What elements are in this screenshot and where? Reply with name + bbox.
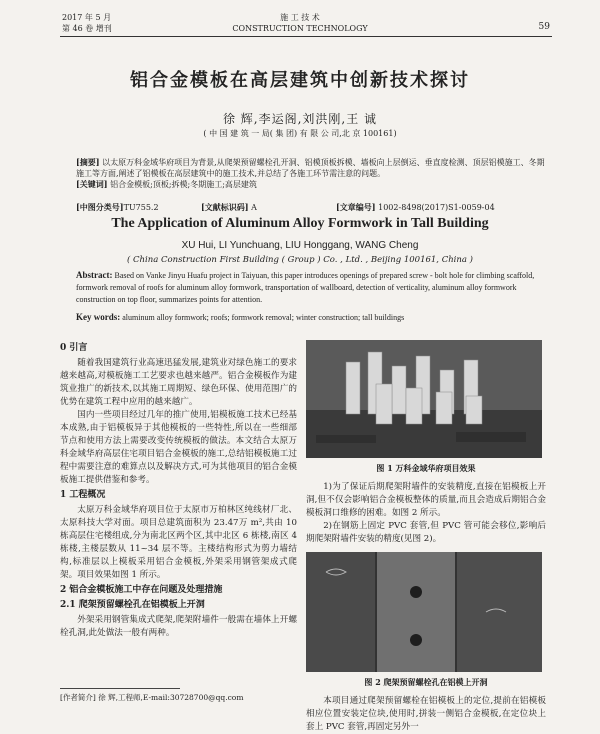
figure-1-caption: 图 1 万科金域华府项目效果 [376,463,476,473]
abstract-cn-text: 以太原万科金域华府项目为背景,从爬架预留螺栓孔开洞、铝模顶板拆模、墙板向上层倒运、垂直度检测、顶层铝模施工、冬期施工等方面,阐述了铝模板在高层建筑中的施工技术,并总结了各施工环节需注意的问题。 [76,158,545,178]
figure-2-caption: 图 2 爬架预留螺栓孔在铝模上开洞 [364,677,488,687]
section-2-1-para: 外架采用钢管集成式爬架,爬架附墙件一般需在墙体上开螺栓孔洞,此处做法一般有两种。 [60,615,297,638]
right-para-2: 2)在钢筋上固定 PVC 套管,但 PVC 管可能会移位,影响后期爬架附墙件安装的精度(见图 2)。 [306,521,546,544]
header-volume: 第 46 卷 增刊 [62,24,112,33]
doc-code-value: A [251,203,257,212]
header-rule [60,36,552,37]
affiliation-cn: ( 中 国 建 筑 一 局( 集 团) 有 限 公 司,北 京 100161) [203,129,397,138]
authors-en: XU Hui, LI Yunchuang, LIU Honggang, WANG Cheng [181,240,419,251]
header-center [200,12,400,34]
keywords-cn-label: [关键词] [76,179,108,189]
classification-row [76,202,546,213]
keywords-en-label: Key words: [76,312,121,322]
abstract-en-label: Abstract: [76,270,113,280]
abstract-cn-label: [摘要] [76,157,100,167]
formwork-photo-illustration [306,552,542,672]
right-para-1: 1)为了保证后期爬架附墙件的安装精度,直接在铝模板上开洞,但不仅会影响铝合金模板整体的质量,而且会造成后期铝合金模板洞口维修的困难。如图 2 所示。 [306,482,546,518]
section-2-1-heading: 2.1 爬架预留螺栓孔在铝模板上开洞 [60,600,205,610]
right-column [306,340,546,734]
abstract-en [76,269,546,306]
article-no-value: 1002-8498(2017)S1-0059-04 [378,203,495,212]
right-para-3: 本项目通过爬架预留螺栓在铝模板上的定位,提前在铝模板相应位置安装定位块,使用时,拼装一侧铝合金模板,在定位块上套上 PVC 套管,再固定另外一 [306,696,546,732]
section-1-heading: 1 工程概况 [60,490,106,500]
article-no-label: [文章编号] [336,202,376,212]
section-0-para-2: 国内一些项目经过几年的推广使用,铝模板施工技术已经基本成熟,由于铝模板异于其他模板的一些特性,所以在一些细部节点和使用方法上需要改变传统模板的做法。本文结合太原万科金域华府高层住宅项目铝合金模板的施工,总结铝模板施工过程中需要注意的难算点以及解决方式,可为其他项目的铝合金模板施工提供借鉴和参考。 [60,410,297,485]
abstract-en-text: Based on Vanke Jinyu Huafu project in Taiyuan, this paper introduces openings of prepared screw - bolt hole for climbing scaffold, formwork removal of roofs for aluminum alloy formwork, transportation of wallboard, detection of verticality, aluminum alloy formwork construction on top floor, summarizes points for attention. [76,271,535,304]
affiliation-en: ( China Construction First Building ( Group ) Co. , Ltd. , Beijing 100161, China ) [127,255,473,265]
figure-2-bolt-hole-photo [306,552,542,672]
clc-value: TU755.2 [123,203,159,212]
footnote-rule [60,688,180,689]
doc-code-label: [文献标识码] [201,202,249,212]
section-1-para: 太原万科金域华府项目位于太原市万柏林区纯线材厂北、太原科技大学对面。项目总建筑面积为 23.47万 m²,共由 10 栋高层住宅楼组成,分为南北区两个区,其中北区 6 栋楼,南区 4 栋楼,主楼层数从 11~34 层不等。主楼结构形式为剪力墙结构,标准层以上模板采用铝合金模板,外架采用钢管架成式爬架。项目效果如图 1 所示。 [60,505,297,580]
section-2-heading: 2 铝合金模板施工中存在问题及处理措施 [60,585,223,595]
paper-title-en: The Application of Aluminum Alloy Formwork in Tall Building [111,216,489,231]
clc-label: [中图分类号] [76,202,124,212]
section-0-heading: 0 引言 [60,343,88,353]
journal-title-en: CONSTRUCTION TECHNOLOGY [232,24,368,33]
header-left [62,12,112,34]
authors-cn: 徐 辉,李运阁,刘洪刚,王 诚 [222,112,378,126]
paper-title-cn: 铝合金模板在高层建筑中创新技术探讨 [130,70,470,91]
figure-1-project-rendering [306,340,542,458]
abstract-cn [76,157,546,190]
keywords-cn: 铝合金模板;顶板;拆模;冬期施工;高层建筑 [110,180,257,189]
journal-title-cn: 施 工 技 术 [280,13,320,22]
author-footnote: [作者简介] 徐 辉,工程师,E-mail:30728700@qq.com [60,693,244,702]
section-0-para-1: 随着我国建筑行业高速迅猛发展,建筑业对绿色施工的要求越来越高,对模板施工工艺要求也越来越严。铝合金模板作为建筑业推广的新技术,以其施工周期短、绿色环保、使用范围广的优势在建筑工程中应用的越来越广。 [60,358,297,407]
header-date: 2017 年 5 月 [62,13,112,22]
page-number: 59 [538,22,550,32]
left-column [60,340,297,640]
keywords-en [76,312,546,322]
aerial-buildings-illustration [306,340,542,458]
keywords-en-text: aluminum alloy formwork; roofs; formwork removal; winter construction; tall buildings [122,313,405,322]
